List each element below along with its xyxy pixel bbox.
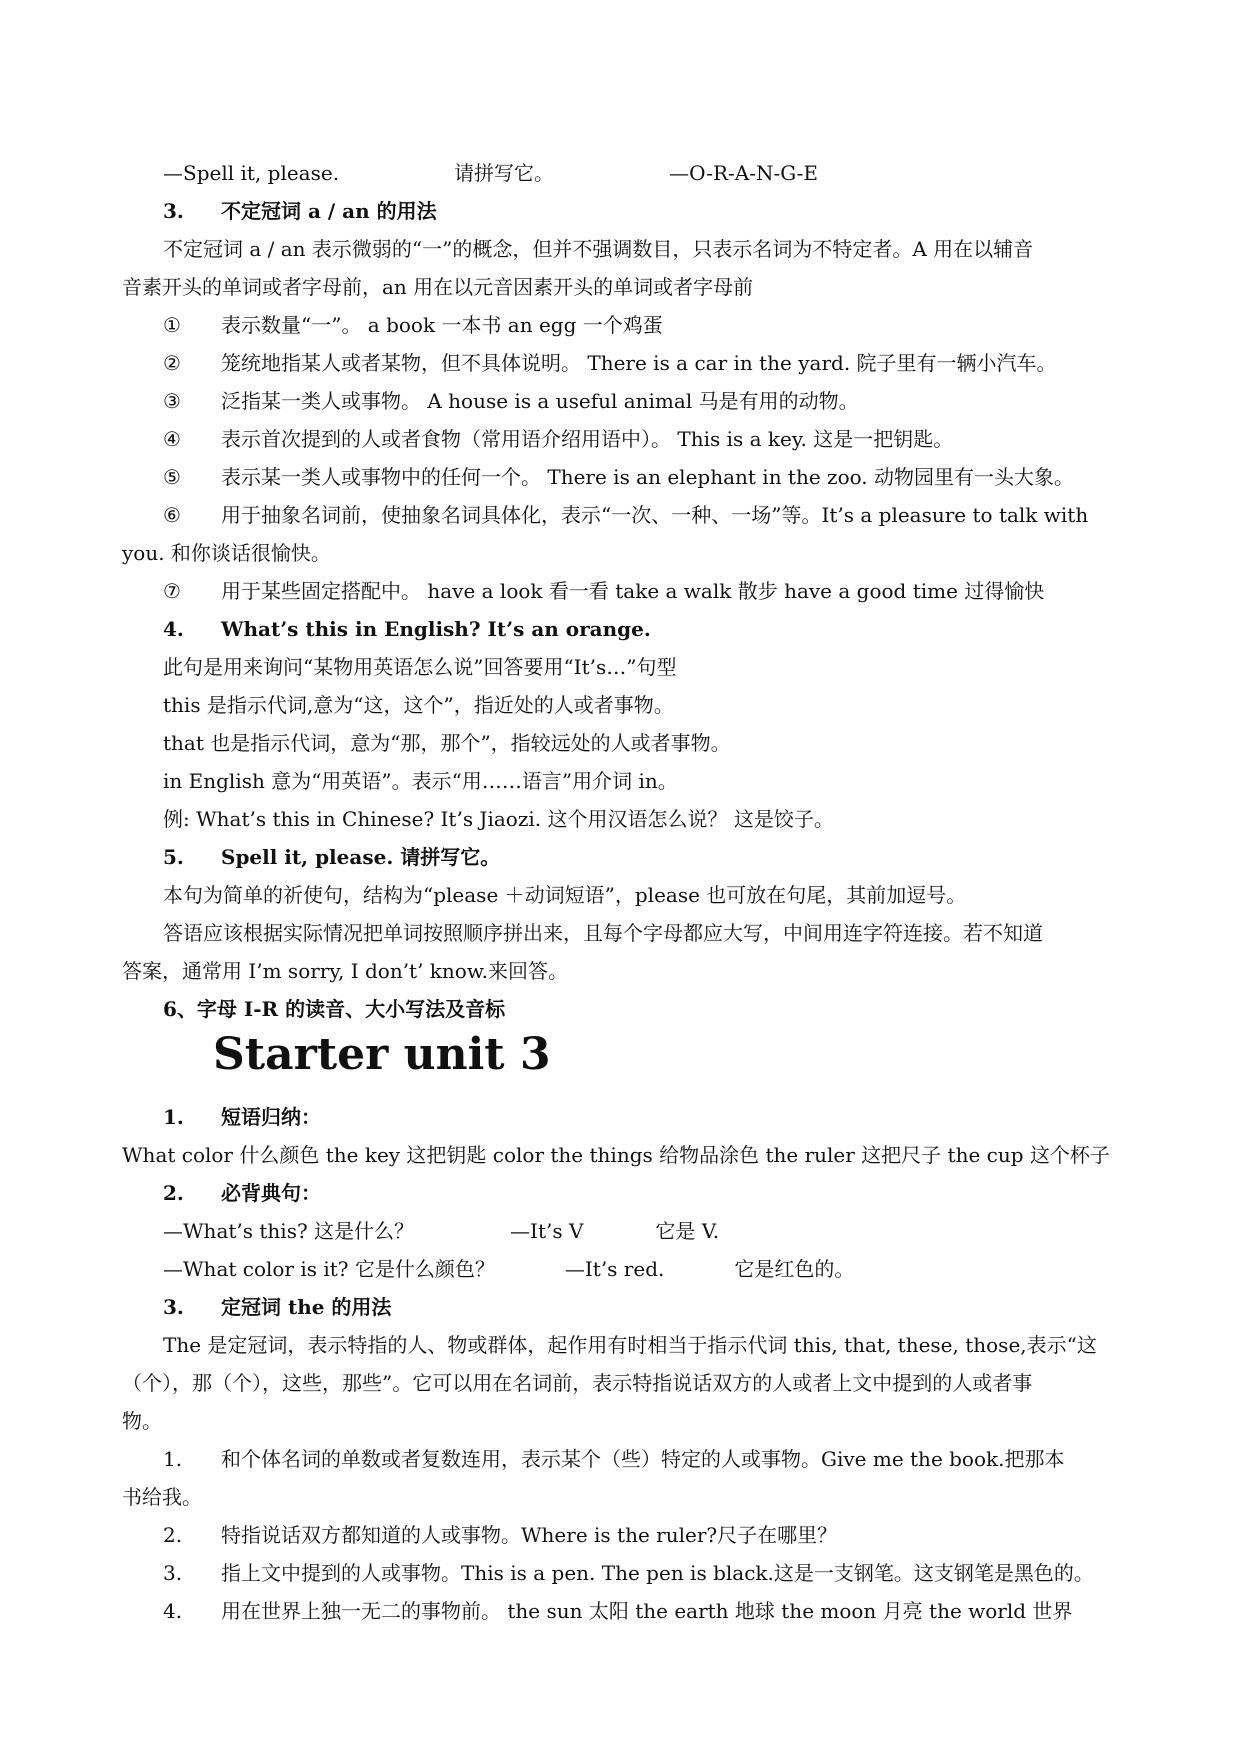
list-text: 用于抽象名词前，使抽象名词具体化，表示“一次、一种、一场”等。It’s a pleasure to talk with	[221, 503, 1089, 527]
example-line: 例: What’s this in Chinese? It’s Jiaozi. 这个用汉语怎么说？ 这是饺子。	[163, 807, 834, 831]
dialogue-question: —What’s this? 这是什么？	[163, 1219, 415, 1243]
section-number: 4.	[163, 617, 184, 641]
dialogue-question: —Spell it, please.	[163, 161, 340, 185]
list-marker: 4.	[163, 1599, 183, 1623]
dialogue-question: —What color is it? 它是什么颜色？	[163, 1257, 495, 1281]
list-text: 泛指某一类人或事物。 A house is a useful animal 马是有用的动物。	[221, 389, 859, 413]
list-item	[163, 578, 1044, 604]
list-marker: ②	[163, 351, 181, 375]
list-text: 表示某一类人或事物中的任何一个。 There is an elephant in the zoo. 动物园里有一头大象。	[221, 465, 1075, 489]
list-item	[163, 1560, 1094, 1586]
section-heading	[163, 1180, 321, 1206]
paragraph-line: 物。	[122, 1409, 162, 1433]
dialogue-translation: 它是红色的。	[734, 1257, 855, 1281]
list-marker: 1.	[163, 1447, 183, 1471]
paragraph-line: 音素开头的单词或者字母前，an 用在以元音因素开头的单词或者字母前	[122, 275, 754, 299]
section-number: 1.	[163, 1105, 184, 1129]
dialogue-translation: 它是 V.	[655, 1219, 720, 1243]
phrase-list-line: What color 什么颜色 the key 这把钥匙 color the things 给物品涂色 the ruler 这把尺子 the cup 这个杯子	[122, 1143, 1110, 1167]
paragraph-line: you. 和你谈话很愉快。	[122, 541, 331, 565]
dialogue-line	[163, 1256, 854, 1282]
paragraph-line: 此句是用来询问“某物用英语怎么说”回答要用“It’s…”句型	[163, 655, 677, 679]
section-number: 2.	[163, 1181, 184, 1205]
section-heading	[163, 844, 500, 870]
paragraph-line: 书给我。	[122, 1485, 202, 1509]
section-heading	[163, 616, 651, 642]
section-heading	[163, 1294, 391, 1320]
list-item	[163, 426, 953, 452]
list-marker: ⑤	[163, 465, 181, 489]
section-title: What’s this in English? It’s an orange.	[221, 617, 651, 641]
section-number: 3.	[163, 1295, 184, 1319]
list-item	[163, 350, 1057, 376]
paragraph-line: 答案，通常用 I’m sorry, I don’t’ know.来回答。	[122, 959, 568, 983]
list-item	[163, 464, 1074, 490]
section-title: Spell it, please. 请拼写它。	[221, 845, 501, 869]
dialogue-answer: —It’s red.	[564, 1257, 665, 1281]
paragraph-line: in English 意为“用英语”。表示“用……语言”用介词 in。	[163, 769, 678, 793]
list-text: 特指说话双方都知道的人或事物。Where is the ruler?尺子在哪里？	[221, 1523, 838, 1547]
dialogue-answer: —It’s V	[510, 1219, 584, 1243]
list-item	[163, 1522, 837, 1548]
paragraph-line: 不定冠词 a / an 表示微弱的“一”的概念，但并不强调数目，只表示名词为不特定者。A 用在以辅音	[163, 237, 1034, 261]
list-item	[163, 1598, 1072, 1624]
list-marker: ⑦	[163, 579, 181, 603]
paragraph-line: （个），那（个），这些，那些”。它可以用在名词前，表示特指说话双方的人或者上文中提到的人或者事	[122, 1371, 1033, 1395]
list-item	[163, 312, 663, 338]
section-heading	[163, 198, 437, 224]
paragraph-line: The 是定冠词，表示特指的人、物或群体，起作用有时相当于指示代词 this, that, these, those,表示“这	[163, 1333, 1097, 1357]
list-marker: 2.	[163, 1523, 183, 1547]
list-text: 指上文中提到的人或事物。This is a pen. The pen is black.这是一支钢笔。这支钢笔是黑色的。	[221, 1561, 1094, 1585]
section-title: 必背典句：	[221, 1181, 321, 1205]
list-text: 和个体名词的单数或者复数连用，表示某个（些）特定的人或事物。Give me the book.把那本	[221, 1447, 1065, 1471]
list-text: 表示首次提到的人或者食物（常用语介绍用语中）。 This is a key. 这是一把钥匙。	[221, 427, 954, 451]
list-text: 表示数量“一”。 a book 一本书 an egg 一个鸡蛋	[221, 313, 663, 337]
list-text: 笼统地指某人或者某物，但不具体说明。 There is a car in the yard. 院子里有一辆小汽车。	[221, 351, 1057, 375]
list-text: 用于某些固定搭配中。 have a look 看一看 take a walk 散步 have a good time 过得愉快	[221, 579, 1045, 603]
section-title: 定冠词 the 的用法	[221, 1295, 392, 1319]
list-marker: ④	[163, 427, 181, 451]
section-title: 不定冠词 a / an 的用法	[221, 199, 437, 223]
paragraph-line: 答语应该根据实际情况把单词按照顺序拼出来，且每个字母都应大写，中间用连字符连接。若不知道	[163, 921, 1043, 945]
list-item	[163, 502, 1088, 528]
list-marker: ①	[163, 313, 181, 337]
section-heading	[163, 1104, 321, 1130]
list-marker: 3.	[163, 1561, 183, 1585]
paragraph-line: this 是指示代词,意为“这，这个”，指近处的人或者事物。	[163, 693, 674, 717]
section-number: 3.	[163, 199, 184, 223]
dialogue-answer: —O-R-A-N-G-E	[669, 161, 818, 185]
list-item	[163, 1446, 1065, 1472]
section-title: 短语归纳：	[221, 1105, 321, 1129]
dialogue-translation: 请拼写它。	[454, 161, 555, 185]
dialogue-line	[163, 160, 818, 186]
dialogue-line	[163, 1218, 719, 1244]
list-item	[163, 388, 859, 414]
section-heading: 6、字母 I-R 的读音、大小写法及音标	[163, 997, 506, 1021]
paragraph-line: 本句为简单的祈使句，结构为“please ＋动词短语”，please 也可放在句尾，其前加逗号。	[163, 883, 967, 907]
list-marker: ⑥	[163, 503, 181, 527]
list-marker: ③	[163, 389, 181, 413]
paragraph-line: that 也是指示代词，意为“那，那个”，指较远处的人或者事物。	[163, 731, 731, 755]
section-number: 5.	[163, 845, 184, 869]
unit-title: Starter unit 3	[213, 1029, 551, 1080]
list-text: 用在世界上独一无二的事物前。 the sun 太阳 the earth 地球 the moon 月亮 the world 世界	[221, 1599, 1073, 1623]
